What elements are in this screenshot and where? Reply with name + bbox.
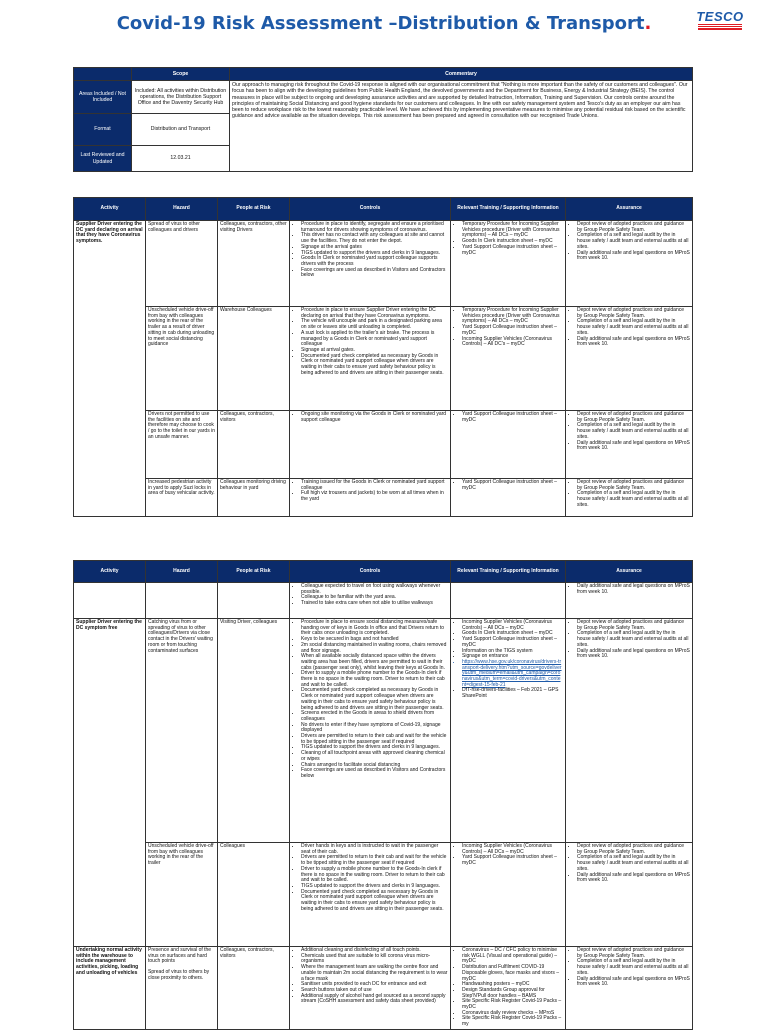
list-item: • A suzi lock is applied to the trailer's air brake. The process is managed by a Goods in Clerk or nominated yard support colleague (301, 331, 448, 348)
list-item: • Depot review of adopted practices and guidance by Group People Safety Team. (577, 844, 690, 855)
hazard-text: Presence and survival of the virus on surfaces and hard touch points (148, 947, 212, 965)
list-item: • DfT-hse-drivers-facilities – Feb 2021 – GPS SharePoint (462, 688, 563, 699)
list-item: • TIGS updated to support the drivers and clerks in 9 languages. (301, 251, 448, 257)
table-row (74, 411, 693, 479)
assurance-cell (566, 843, 693, 947)
header-controls: Controls (290, 561, 451, 583)
table-row (74, 583, 693, 619)
header-activity: Activity (74, 198, 146, 221)
risk-table-page-1 (73, 197, 693, 517)
list-item: • Colleague to be familiar with the yard area. (301, 595, 448, 601)
list-item: • Daily additional safe and legal questions on MProS from week 10. (577, 977, 690, 988)
list-item: • Procedure in place to ensure social distancing measures/safe handing over of keys in Goods In office and that Drivers return to their cabs once unloading is completed. (301, 620, 448, 637)
document-title (0, 13, 768, 34)
controls-cell (290, 307, 451, 411)
people-cell: Colleagues, contractors, visitors (218, 411, 290, 479)
people-cell (218, 583, 290, 619)
scope-value-reviewed: 12.03.21 (132, 146, 230, 172)
list-item: • Incoming Supplier Vehicles (Coronavirus Controls) – All DC's – myDC (462, 337, 563, 348)
training-cell (451, 411, 566, 479)
scope-value-format: Distribution and Transport (132, 114, 230, 146)
list-item: • Depot review of adopted practices and guidance by Group People Safety Team. (577, 948, 690, 959)
list-item: • Documented yard check completed as necessary by Goods in Clerk or nominated yard support colleague when drivers are waiting in their cabs to ensure yard safety behaviour policy is being adhered to and drivers are sitting in their passenger seats. (301, 890, 448, 913)
training-cell (451, 479, 566, 517)
training-cell (451, 221, 566, 307)
list-item: • Search buttons taken out of use (301, 988, 448, 994)
assurance-cell (566, 619, 693, 843)
training-cell (451, 947, 566, 1030)
list-item: • Face coverings are used as described in Visitors and Contractors below (301, 268, 448, 279)
list-item: • Incoming Supplier Vehicles (Coronavirus Controls) – All DCs – myDC (462, 844, 563, 855)
assurance-cell (566, 221, 693, 307)
list-item: • Temporary Procedure for Incoming Supplier Vehicles procedure (Driver with Coronavirus symptoms) – All DCs – myDC (462, 222, 563, 239)
list-item: • Handwashing posters – myDC (462, 982, 563, 988)
controls-cell (290, 479, 451, 517)
list-item: • Completion of a self and legal audit by the in house safety / audit team and external audits at all sites. (577, 491, 690, 508)
scope-header-blank (74, 68, 132, 81)
people-cell: Colleagues, contractors, visitors (218, 947, 290, 1030)
scope-label-reviewed: Last Reviewed and Updated (74, 146, 132, 172)
list-item: • Depot review of adopted practices and guidance by Group People Safety Team. (577, 620, 690, 631)
list-item: • Daily additional safe and legal questions on MProS from week 10. (577, 873, 690, 884)
table-row (74, 843, 693, 947)
assurance-cell (566, 583, 693, 619)
list-item: • Site Specific Risk Register Covid-19 Packs – my (462, 1016, 563, 1027)
list-item: • Procedure in place to ensure Supplier Driver entering the DC declaring on arrival that they have Coronavirus symptoms. (301, 308, 448, 319)
hazard-cell: Unscheduled vehicle drive-off from bay with colleagues working in the rear of the trailer as a result of driver sitting in cab during unloading to meet social distancing guidance (146, 307, 218, 411)
list-item: • TIGS updated to support the drivers and clerks in 9 languages. (301, 745, 448, 751)
list-item: • Yard Support Colleague instruction sheet – myDC (462, 325, 563, 336)
list-item: • Completion of a self and legal audit by the in house safety / audit team and external audits at all sites. (577, 631, 690, 648)
tesco-logo (696, 10, 744, 31)
list-item: • Completion of a self and legal audit by the in house safety / audit team and external audits at all sites. (577, 855, 690, 872)
header-people-at-risk: People at Risk (218, 561, 290, 583)
list-item: • Additional supply of alcohol hand gel sourced as a second supply stream (CoSHH assessment and safety data sheet provided) (301, 994, 448, 1005)
list-item: • Signage at arrival gates. (301, 348, 448, 354)
list-item: • Driver to supply a mobile phone number to the Goods-In clerk if there is no space in the waiting room. Driver to return to their cab and wait to be called. (301, 867, 448, 884)
list-item: • Coronavirus daily review checks – MProS (462, 1011, 563, 1017)
list-item: • The vehicle will uncouple and park in a designated parking area on site or leaves site until unloading is completed. (301, 319, 448, 330)
list-item: • Colleague expected to travel on foot using walkways whenever possible. (301, 584, 448, 595)
hazard-cell (146, 947, 218, 1030)
list-item: • Design Standards Group approval for Step'N'Pull door handles – BAMS (462, 988, 563, 999)
table-row (74, 947, 693, 1030)
header-hazard: Hazard (146, 561, 218, 583)
logo-wordmark: TESCO (696, 9, 744, 24)
hazard-cell: Increased pedestrian activity in yard to apply Suzi locks in area of busy vehicular activity. (146, 479, 218, 517)
title-text: Covid-19 Risk Assessment –Distribution & Transport (116, 13, 645, 34)
list-item: • Driver hands in keys and is instructed to wait in the passenger seat of their cab. (301, 844, 448, 855)
scope-value-areas: Included: All activities within Distribution operations, the Distribution Support Office and the Daventry Security Hub (132, 81, 230, 114)
table-row (74, 619, 693, 843)
assurance-cell (566, 307, 693, 411)
list-item: • Face coverings are used as described in Visitors and Contractors below (301, 768, 448, 779)
people-cell: Visiting Driver, colleagues (218, 619, 290, 843)
hazard-cell (146, 583, 218, 619)
list-item: • Information on the TIGS system (462, 649, 563, 655)
list-item: • Site Specific Risk Register Covid-19 Packs – myDC (462, 999, 563, 1010)
header-training: Relevant Training / Supporting Information (451, 198, 566, 221)
controls-cell (290, 947, 451, 1030)
people-cell: Colleagues (218, 843, 290, 947)
list-item: • Keys to be secured in bags and not handled (301, 637, 448, 643)
list-item: • Daily additional safe and legal questions on MProS from week 10. (577, 584, 690, 595)
list-item: • Goods In Clerk or nominated yard support colleague supports drivers with the process (301, 256, 448, 267)
controls-cell (290, 411, 451, 479)
hazard-text: Spread of virus to others by close proximity to others. (148, 969, 210, 981)
training-cell (451, 843, 566, 947)
table-row (74, 307, 693, 411)
scope-label-areas: Areas Included / Not Included (74, 81, 132, 114)
list-item: • Driver to supply a mobile phone number to the Goods-In clerk if there is no space in the waiting room. Driver to return to their cab and wait to be called. (301, 671, 448, 688)
title-dot: . (644, 13, 652, 34)
list-item: • Trained to take extra care when not able to utilise walkways (301, 601, 448, 607)
list-item: • Daily additional safe and legal questions on MProS from week 10. (577, 649, 690, 660)
list-item: • Daily additional safe and legal questions on MProS from week 10. (577, 251, 690, 262)
header-hazard: Hazard (146, 198, 218, 221)
list-item: • Documented yard check completed as necessary by Goods in Clerk or nominated yard support colleague when drivers are waiting in their cabs to ensure yard safety behaviour policy is being adhered to and drivers are sitting in their passenger seats. (301, 688, 448, 711)
list-item: • Additional cleaning and disinfecting of all touch points. (301, 948, 448, 954)
list-item: • Goods In Clerk instruction sheet – myDC (462, 239, 563, 245)
scope-table (73, 67, 693, 172)
list-item: • Yard Support Colleague instruction sheet – myDC (462, 855, 563, 866)
hazard-cell: Spread of virus to other colleagues and drivers (146, 221, 218, 307)
table-row (74, 479, 693, 517)
list-item: • Full high viz trousers and jackets) to be worn at all times when in the yard (301, 491, 448, 502)
list-item: • Coronavirus – DC / CFC policy to minimise risk WGLL (Visual and operational guide) – myDC (462, 948, 563, 965)
training-cell (451, 307, 566, 411)
list-item: • Drivers are permitted to return to their cab and wait for the vehicle to be tipped sitting in the passenger seat if required (301, 855, 448, 866)
list-item: • Cleaning of all touchpoint areas with approved cleaning chemical or wipes (301, 751, 448, 762)
list-item: • Completion of a self and legal audit by the in house safety / audit team and external audits at all sites. (577, 959, 690, 976)
risk-table-page-2 (73, 560, 693, 1030)
list-item: • No drivers to enter if they have symptoms of Covid-19, signage displayed (301, 723, 448, 734)
list-item: • TIGS updated to support the drivers and clerks in 9 languages. (301, 884, 448, 890)
list-item: • Completion of a self and legal audit by the in house safety / audit team and external audits at all sites. (577, 423, 690, 440)
people-cell: Warehouse Colleagues (218, 307, 290, 411)
list-item: • When all available socially distanced space within the drivers waiting area has been filled, drivers are permitted to wait in their cabs (passenger seat only), whilst leaving their keys at Goods In. (301, 654, 448, 671)
list-item: • Incoming Supplier Vehicles (Coronavirus Controls) – All DCs – myDC (462, 620, 563, 631)
header-activity: Activity (74, 561, 146, 583)
header-assurance: Assurance (566, 561, 693, 583)
activity-cell: Supplier Driver entering the DC yard declaring on arrival that they have Coronavirus symptoms. (74, 221, 146, 517)
training-cell (451, 619, 566, 843)
list-item: • Signage on entrance (462, 654, 563, 660)
list-item: • Signage at the arrival gates (301, 245, 448, 251)
controls-cell (290, 619, 451, 843)
list-item: • Distribution and Fulfilment COVID-19 Disposable gloves, face masks and visors – myDC (462, 965, 563, 982)
list-item: • Procedure in place to identify, segregate and ensure a prioritised turnaround for drivers showing symptoms of coronavirus. (301, 222, 448, 233)
list-item: • Chemicals used that are suitable to kill corona virus micro-organisms (301, 954, 448, 965)
list-item: • Yard Support Colleague instruction sheet – myDC (462, 637, 563, 648)
header-training: Relevant Training / Supporting Information (451, 561, 566, 583)
hse-link[interactable]: • https://www.hse.gov.uk/coronavirus/drivers-transport-delivery.htm?utm_source=govdelivery&utm_medium=email&utm_campaign=coronavirus&utm_term=covid-drivers&utm_content=digest-15-feb-21 (462, 660, 563, 689)
list-item: • Completion of a self and legal audit by the in house safety / audit team and external audits at all sites. (577, 319, 690, 336)
list-item: • Ongoing site monitoring via the Goods in Clerk or nominated yard support colleague (301, 412, 448, 423)
list-item: • Depot review of adopted practices and guidance by Group People Safety Team. (577, 412, 690, 423)
logo-stripes (696, 24, 744, 30)
list-item: • Daily additional safe and legal questions on MProS from week 10. (577, 441, 690, 452)
list-item: • Sanitiser units provided to each DC for entrance and exit (301, 982, 448, 988)
list-item: • Temporary Procedure for Incoming Supplier Vehicles procedure (Driver with Coronavirus symptoms) – All DCs – myDC (462, 308, 563, 325)
hazard-cell: Unscheduled vehicle drive-off from bay with colleagues working in the rear of the trailer (146, 843, 218, 947)
list-item: • Daily additional safe and legal questions on MProS from week 10. (577, 337, 690, 348)
table-row (74, 221, 693, 307)
commentary-header: Commentary (230, 68, 693, 81)
controls-cell (290, 221, 451, 307)
list-item: • Chairs arranged to facilitate social distancing (301, 763, 448, 769)
activity-cell (74, 583, 146, 619)
assurance-cell (566, 947, 693, 1030)
assurance-cell (566, 411, 693, 479)
list-item: • Drivers are permitted to return to their cab and wait for the vehicle to be tipped sitting in the passenger seat if required (301, 734, 448, 745)
header-controls: Controls (290, 198, 451, 221)
list-item: • Screens erected in the Goods in areas to shield drivers from colleagues (301, 711, 448, 722)
activity-cell: Supplier Driver entering the DC symptom free (74, 619, 146, 947)
list-item: • Yard Support Colleague instruction sheet – myDC (462, 412, 563, 423)
list-item: • Documented yard check completed as necessary by Goods in Clerk or nominated yard support colleague when drivers are waiting in their cabs to ensure yard safety behaviour policy is being adhered to and drivers are sitting in their passenger seats. (301, 354, 448, 377)
header-assurance: Assurance (566, 198, 693, 221)
assurance-cell (566, 479, 693, 517)
people-cell: Colleagues monitoring driving behaviour in yard (218, 479, 290, 517)
controls-cell (290, 583, 451, 619)
list-item: • Depot review of adopted practices and guidance by Group People Safety Team. (577, 308, 690, 319)
training-cell (451, 583, 566, 619)
scope-label-format: Format (74, 114, 132, 146)
activity-cell: Undertaking normal activity within the warehouse to include management activities, picking, loading and unloading of vehicles (74, 947, 146, 1030)
list-item: • Yard Support Colleague instruction sheet – myDC (462, 480, 563, 491)
scope-header: Scope (132, 68, 230, 81)
list-item: • This driver has no contact with any colleagues at site and cannot use the facilities. They do not enter the depot. (301, 233, 448, 244)
hazard-cell: Drivers not permitted to use the facilities on site and therefore may choose to cook / go to the toilet in our yards in an unsafe manner. (146, 411, 218, 479)
list-item: • Goods In Clerk instruction sheet – myDC (462, 631, 563, 637)
people-cell: Colleagues, contractors, other visiting Drivers (218, 221, 290, 307)
hazard-cell: Catching virus from or spreading of virus to other colleagues/Drivers via close contact in the Drivers' waiting room or from touching contaminated surfaces (146, 619, 218, 843)
list-item: • Where the management team are walking the centre floor and unable to maintain 2m social distancing the requirement is to wear a face mask (301, 965, 448, 982)
list-item: • Depot review of adopted practices and guidance by Group People Safety Team. (577, 480, 690, 491)
list-item: • 2m social distancing maintained in waiting rooms, chairs removed and floor signage. (301, 643, 448, 654)
list-item: • Training issued for the Goods in Clerk or nominated yard support colleague (301, 480, 448, 491)
list-item: • Completion of a self and legal audit by the in house safety / audit team and external audits at all sites. (577, 233, 690, 250)
controls-cell (290, 843, 451, 947)
list-item: • Yard Support Colleague instruction sheet – myDC (462, 245, 563, 256)
commentary-text: Our approach to managing risk throughout the Covid-19 response is aligned with our organisational commitment that "Nothing is more important than the safety of our customers and colleagues". Our focus has been to align with the developing guidelines from Public Health England, the devolved governments and the Department for Business, Energy & Industrial Strategy (BEIS). The control measures in place will be subject to ongoing and developing assurance activities and are supported by detailed Instruction, Information, Training and Supervision. Our controls centre around the principles of maintaining Social Distancing and good hygiene standards for our customers and colleagues. In line with our safety management system and Tesco's duty as an employer our aim has been to reduce workplace risk to the lowest reasonably practicable level. We have achieved this by implementing preventative measures to minimise any potential residual risk based on the scientific guidance and advice available as the situation develops. This risk assessment has been prepared and agreed in consultation with our recognised Trade Unions. (230, 81, 693, 172)
list-item: • Depot review of adopted practices and guidance by Group People Safety Team. (577, 222, 690, 233)
header-people-at-risk: People at Risk (218, 198, 290, 221)
